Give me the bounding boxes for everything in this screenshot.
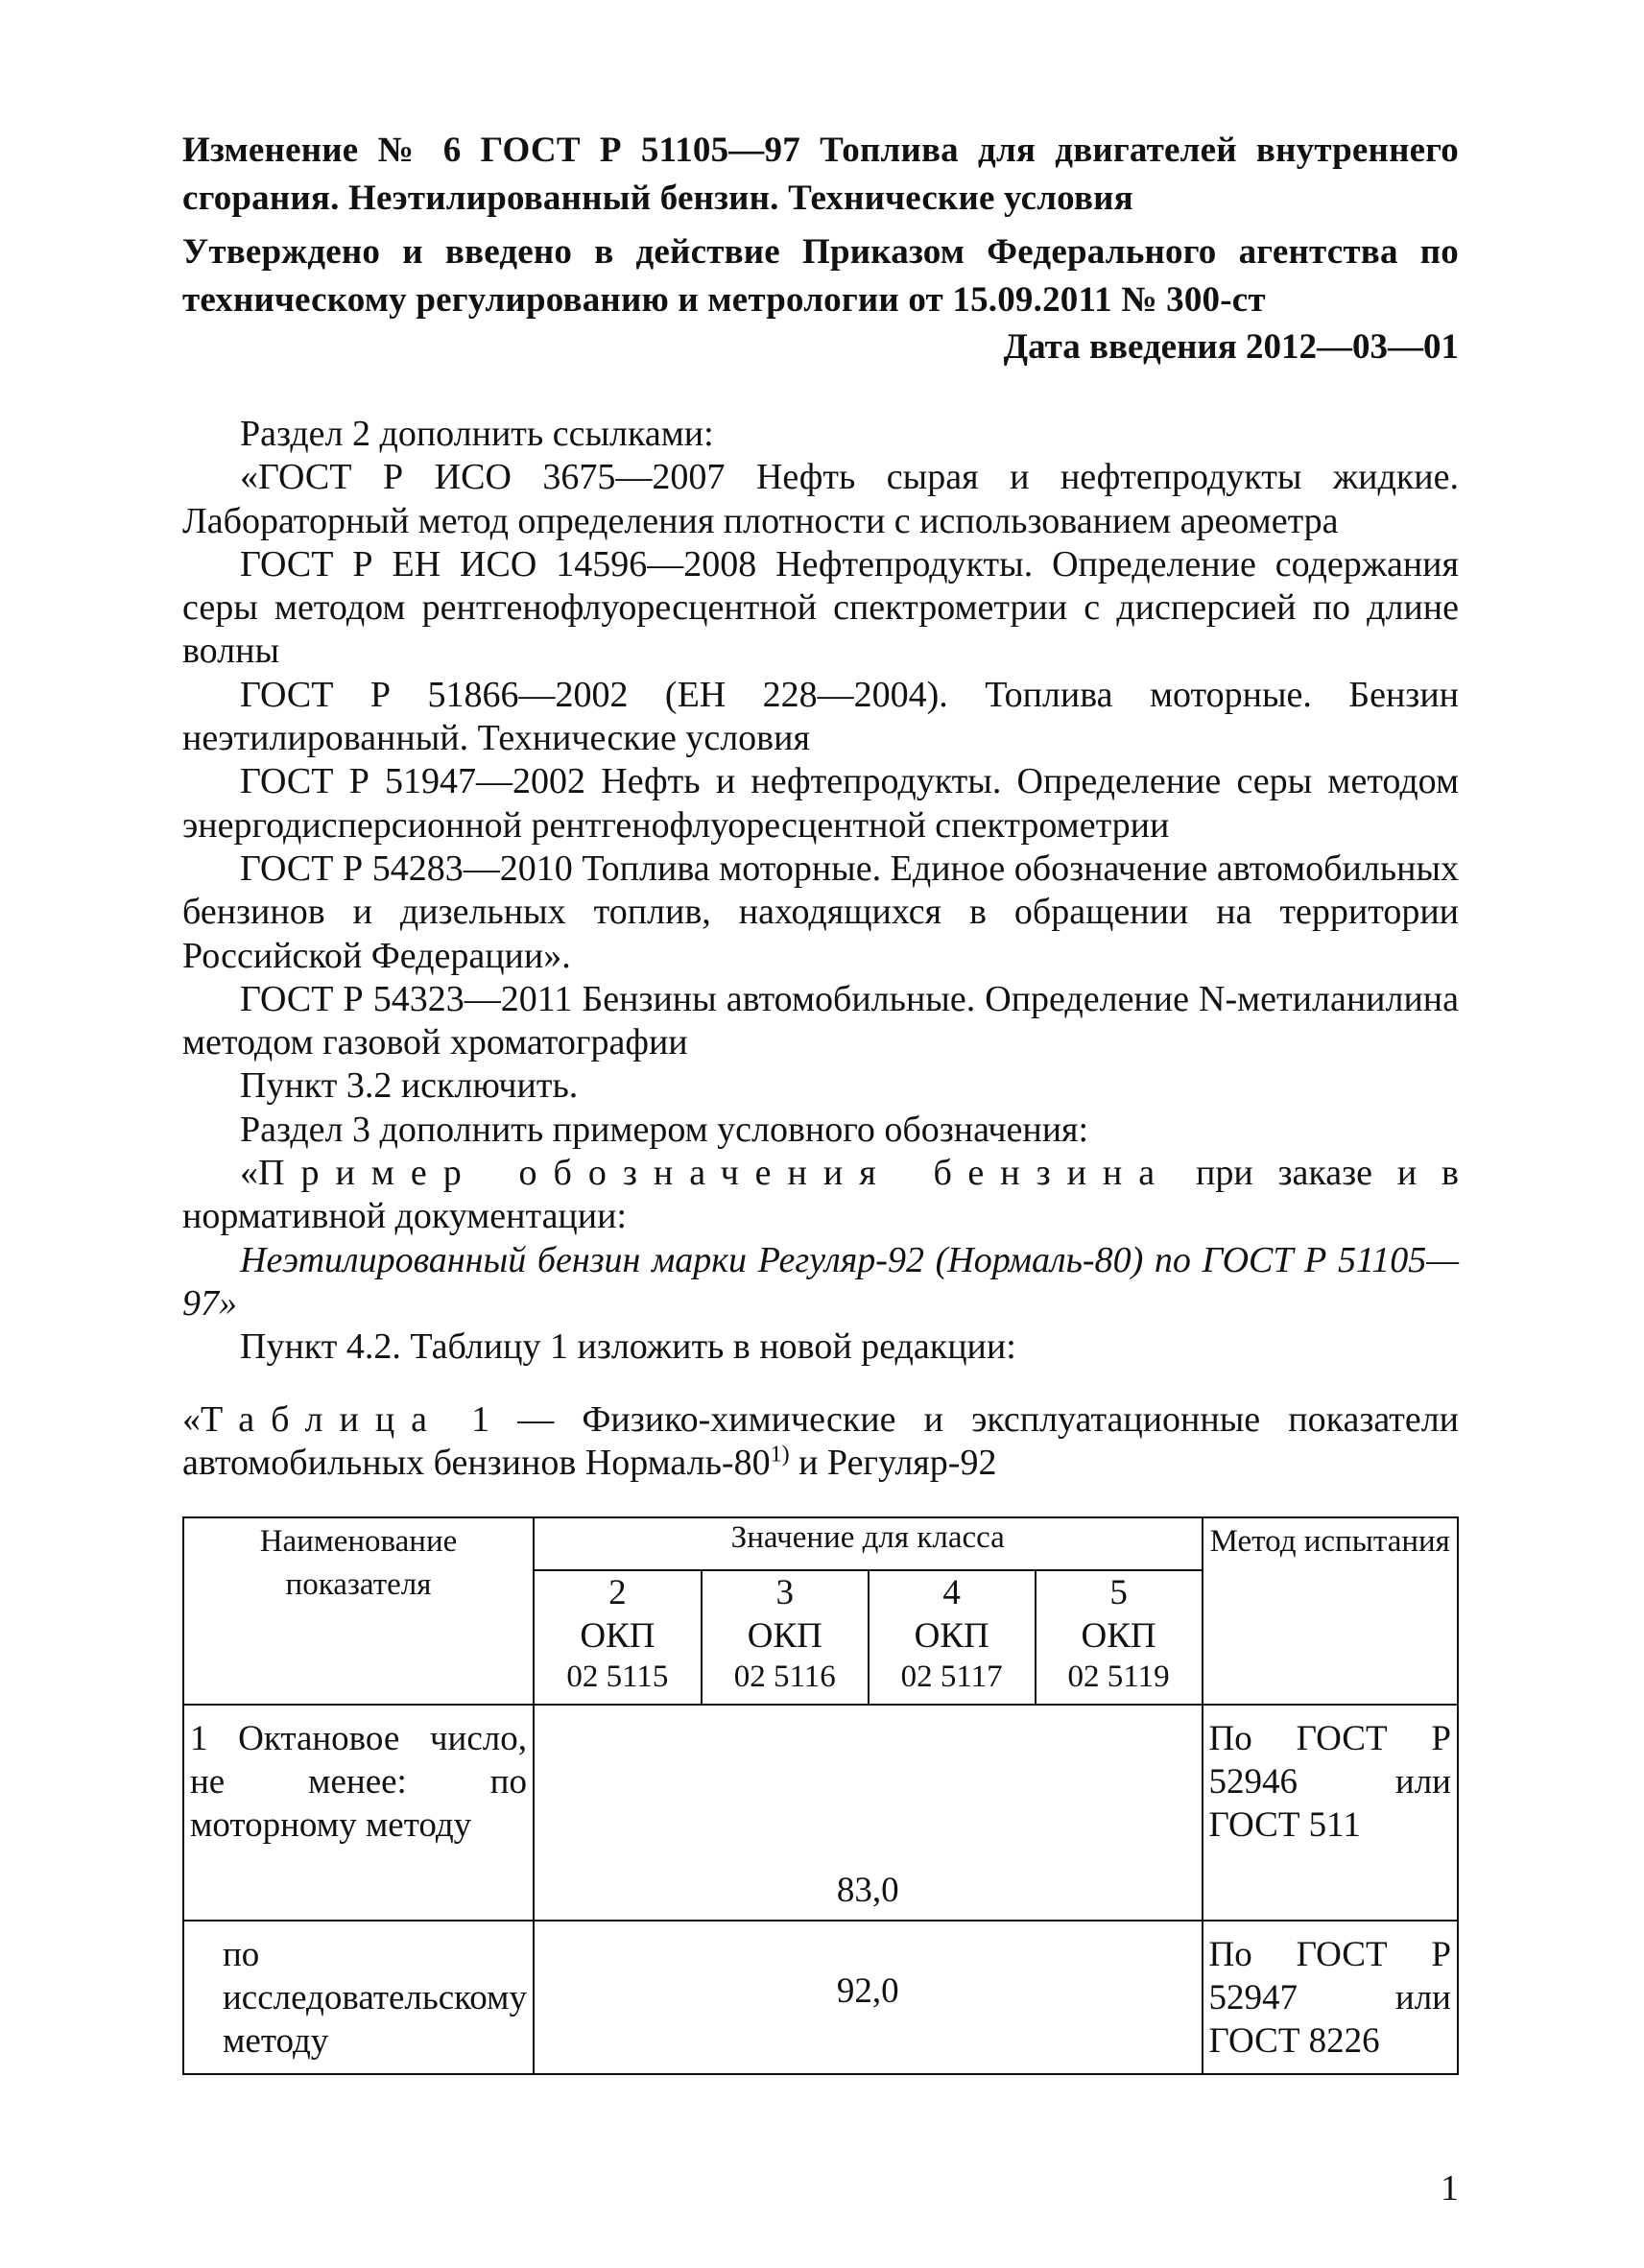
document-body	[182, 413, 1459, 1485]
header-name-column: Наименование показателя	[183, 1517, 534, 1705]
approval-statement: Утверждено и введено в действие Приказом Федерального агентства по техническому регулированию и метрологии от 15.09.2011 № 300-ст	[182, 232, 1459, 320]
spaced-text: Таблица	[201, 1398, 444, 1440]
caption-text: 1 — Физико-химические и эксплуатационные показатели автомобильных бензинов Нормаль-80	[182, 1398, 1459, 1483]
table-caption	[182, 1398, 1459, 1486]
test-method: По ГОСТ Р 52947 или ГОСТ 8226	[1203, 1921, 1458, 2074]
paragraph: ГОСТ Р ЕН ИСО 14596—2008 Нефтепродукты. Определение содержания серы методом рентгенофлуоресцентной спектрометрии с дисперсией по длине волны	[182, 543, 1459, 672]
example-paragraph	[182, 1152, 1459, 1239]
paragraph: Раздел 2 дополнить ссылками:	[240, 414, 714, 454]
quote-mark: «	[240, 1153, 258, 1194]
indicator-value: 83,0	[534, 1705, 1203, 1921]
table-row	[183, 1705, 1458, 1921]
quote-mark: «	[182, 1398, 201, 1440]
paragraph: Пункт 4.2. Таблицу 1 изложить в новой редакции:	[240, 1326, 1016, 1368]
introduction-date: Дата введения 2012—03—01	[1003, 327, 1459, 367]
class-header: 2 ОКП 02 5115	[534, 1570, 702, 1705]
indicator-name: 1 Октановое число, не менее: по моторному методу	[183, 1705, 534, 1921]
spaced-text: Пример обозначения бензина	[258, 1153, 1172, 1194]
paragraph: «ГОСТ Р ИСО 3675—2007 Нефть сырая и нефтепродукты жидкие. Лабораторный метод определения плотности с использованием ареометра	[182, 457, 1459, 541]
indicator-name: по исследовательскому методу	[183, 1921, 534, 2074]
footnote-mark: 1)	[770, 1442, 790, 1468]
caption-text: и Регуляр-92	[789, 1442, 997, 1483]
paragraph: ГОСТ Р 54323—2011 Бензины автомобильные. Определение N-метиланилина методом газовой хроматографии	[182, 978, 1459, 1063]
document-title: Изменение № 6 ГОСТ Р 51105—97 Топлива для двигателей внутреннего сгорания. Неэтилированный бензин. Технические условия	[182, 131, 1459, 218]
class-header: 3 ОКП 02 5116	[702, 1570, 869, 1705]
paragraph-text: при заказе и в нормативной документации:	[182, 1153, 1459, 1237]
header-value-column: Значение для класса	[534, 1517, 1203, 1570]
class-header: 5 ОКП 02 5119	[1036, 1570, 1203, 1705]
table-row	[183, 1921, 1458, 2074]
page-number: 1	[1441, 2168, 1459, 2208]
table-1	[182, 1516, 1459, 2075]
paragraph: Раздел 3 дополнить примером условного обозначения:	[240, 1109, 1089, 1150]
paragraph: ГОСТ Р 51947—2002 Нефть и нефтепродукты. Определение серы методом энергодисперсионной рентгенофлуоресцентной спектрометрии	[182, 761, 1459, 846]
test-method: По ГОСТ Р 52946 или ГОСТ 511	[1203, 1705, 1458, 1921]
paragraph: Пункт 3.2 исключить.	[240, 1065, 579, 1107]
paragraph: ГОСТ Р 54283—2010 Топлива моторные. Единое обозначение автомобильных бензинов и дизельных топлив, находящихся в обращении на территории Российской Федерации».	[182, 848, 1459, 976]
paragraph: ГОСТ Р 51866—2002 (ЕН 228—2004). Топлива моторные. Бензин неэтилированный. Технические условия	[182, 674, 1459, 759]
indicator-value: 92,0	[534, 1921, 1203, 2074]
header-method-column: Метод испытания	[1203, 1517, 1458, 1705]
example-designation: Неэтилированный бензин марки Регуляр-92 (Нормаль-80) по ГОСТ Р 51105—97»	[182, 1239, 1459, 1324]
class-header: 4 ОКП 02 5117	[869, 1570, 1036, 1705]
